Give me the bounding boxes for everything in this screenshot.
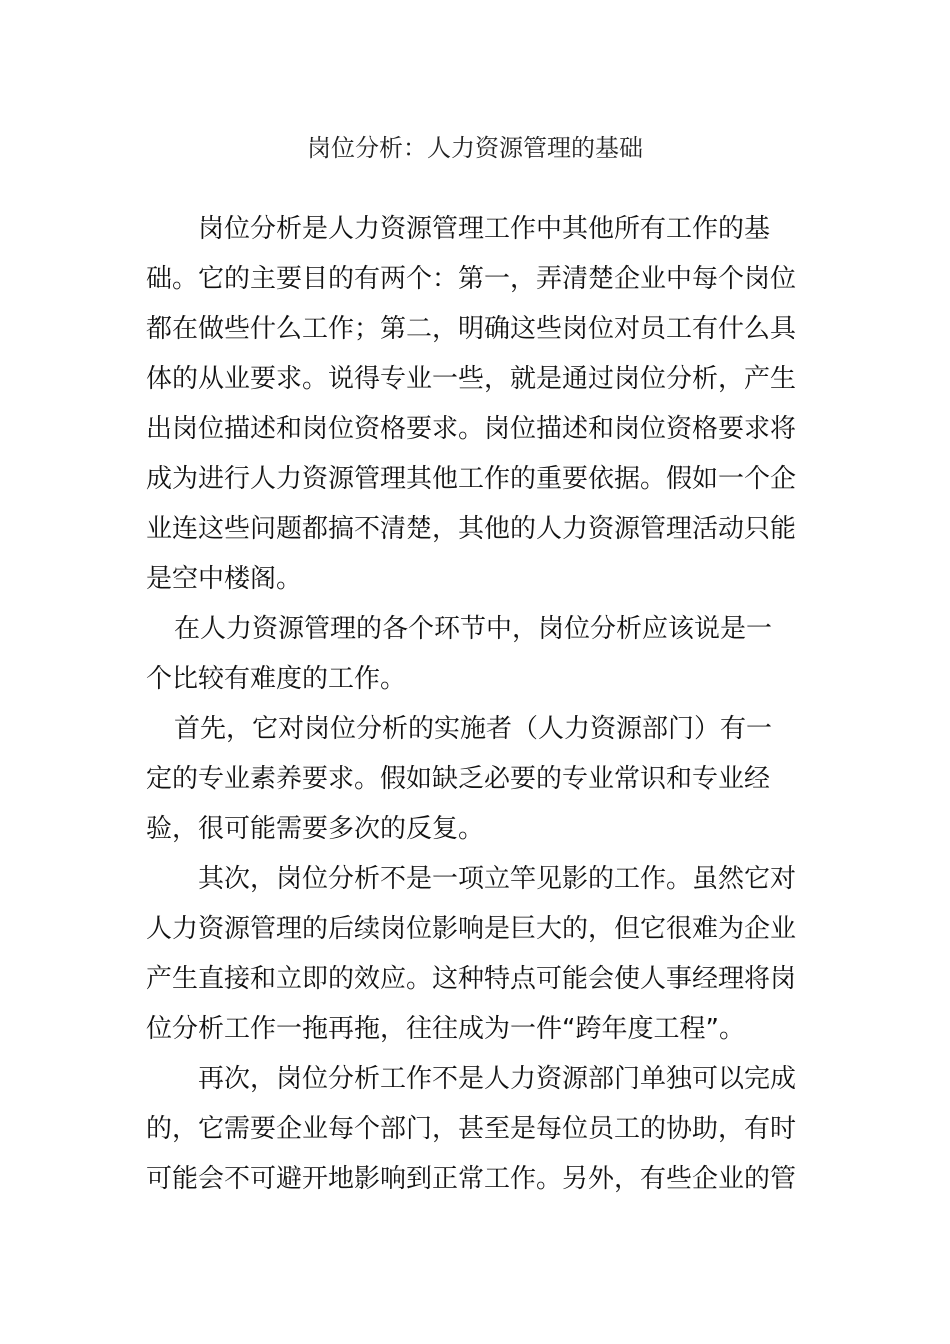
document-body <box>146 204 796 1204</box>
paragraph-5: 再次，岗位分析工作不是人力资源部门单独可以完成的，它需要企业每个部门，甚至是每位员工的协助，有时可能会不可避开地影响到正常工作。另外，有些企业的管 <box>146 1064 797 1194</box>
paragraph-4: 其次，岗位分析不是一项立竿见影的工作。虽然它对人力资源管理的后续岗位影响是巨大的，但它很难为企业产生直接和立即的效应。这种特点可能会使人事经理将岗位分析工作一拖再拖，往往成为一件“跨年度工程”。 <box>146 864 797 1044</box>
paragraph-2: 在人力资源管理的各个环节中，岗位分析应该说是一个比较有难度的工作。 <box>146 614 773 694</box>
paragraph-1: 岗位分析是人力资源管理工作中其他所有工作的基础。它的主要目的有两个：第一，弄清楚企业中每个岗位都在做些什么工作；第二，明确这些岗位对员工有什么具体的从业要求。说得专业一些，就是通过岗位分析，产生出岗位描述和岗位资格要求。岗位描述和岗位资格要求将成为进行人力资源管理其他工作的重要依据。假如一个企业连这些问题都搞不清楚，其他的人力资源管理活动只能是空中楼阁。 <box>146 214 797 594</box>
paragraph-3: 首先，它对岗位分析的实施者（人力资源部门）有一定的专业素养要求。假如缺乏必要的专业常识和专业经验，很可能需要多次的反复。 <box>146 714 773 844</box>
document-title: 岗位分析：人力资源管理的基础 <box>307 134 643 162</box>
